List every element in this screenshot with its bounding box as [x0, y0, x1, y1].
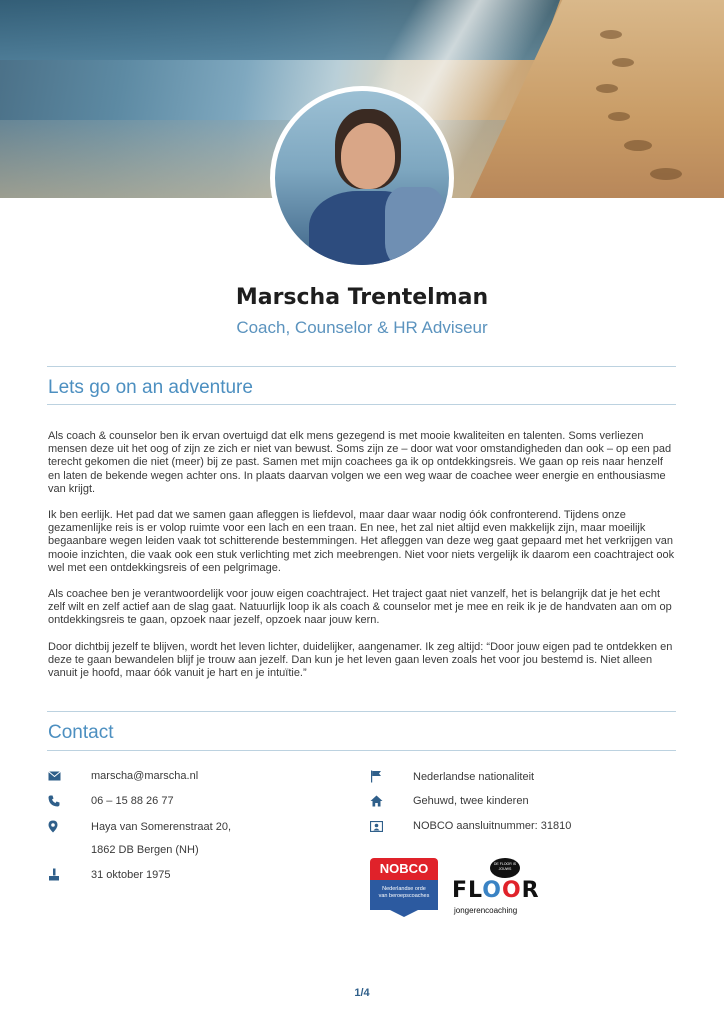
- phone-text: 06 – 15 88 26 77: [91, 795, 174, 807]
- email-text: marscha@marscha.nl: [91, 770, 199, 782]
- nobco-number-text: NOBCO aansluitnummer: 31810: [413, 820, 572, 832]
- paragraph: Als coach & counselor ben ik ervan overtuigd dat elk mens gezegend is met mooie kwaliteiten en talenten. Soms verliezen mensen deze uit het oog of zijn ze zich er niet van bewust. Soms zijn ze – door wat voor omstandigheden dan ook – op een pad terecht gekomen die niet (meer) bij ze past. Samen met mijn coachees ga ik op ontdekkingsreis. We gaan op reis naar henzelf en laten de bekende wegen achter ons. In plaats daarvan volgen we een weg waar de coachee weer energie en enthousiasme van krijgt.: [48, 430, 672, 495]
- contact-email: [48, 770, 198, 782]
- profile-photo: [270, 86, 454, 270]
- person-subtitle: Coach, Counselor & HR Adviseur: [236, 318, 488, 337]
- paragraph: Door dichtbij jezelf te blijven, wordt het leven lichter, duidelijker, aangenamer. Ik zeg altijd: “Door jouw eigen pad te ontdekken en deze te gaan bewandelen blijf je trouw aan jezelf. Dan kun je het leven gaan leven zoals het voor jou bestemd is. Niet alleen vanuit je hoofd, maar óók vanuit je hart en je intuïtie.”: [48, 640, 673, 680]
- family-text: Gehuwd, twee kinderen: [413, 795, 529, 807]
- floor-logo: DE FLOOR IS JOUWS FLOOR jongerencoaching: [452, 858, 562, 918]
- section-title-intro: Lets go on an adventure: [48, 377, 253, 398]
- nobco-logo: NOBCO Nederlandse orde van beroepscoaches: [370, 858, 438, 918]
- contact-address-city: [48, 844, 199, 856]
- phone-icon: [48, 795, 64, 807]
- id-card-icon: [370, 821, 386, 832]
- page-number: 1/4: [354, 987, 370, 999]
- birthdate-text: 31 oktober 1975: [91, 868, 171, 881]
- person-name: Marscha Trentelman: [235, 285, 489, 310]
- divider: [47, 366, 676, 367]
- divider: [47, 404, 676, 405]
- flag-icon: [370, 770, 386, 783]
- section-title-contact: Contact: [48, 722, 114, 743]
- home-icon: [370, 795, 386, 807]
- paragraph: Als coachee ben je verantwoordelijk voor jouw eigen coachtraject. Het traject gaat niet vanzelf, het is belangrijk dat je het echt zelf wilt en zelf actief aan de slag gaat. Natuurlijk loop ik als coach & counselor met je mee en reik ik je de handvaten aan om op ontdekkingsreis te gaan, opzoek naar jezelf, opzoek naar jouw kern.: [48, 588, 672, 627]
- address-city-text: 1862 DB Bergen (NH): [91, 844, 199, 856]
- contact-address-street: [48, 820, 231, 833]
- paragraph: Ik ben eerlijk. Het pad dat we samen gaan afleggen is liefdevol, maar daar waar nodig óók confronterend. Tijdens onze gezamenlijke reis is er volop ruimte voor een lach en een traan. En nee, het zal niet altijd even makkelijk zijn, maar moeilijk begaanbare wegen leiden vaak tot schitterende bestemmingen. Het afleggen van deze weg gaat gepaard met het verkrijgen van mooie inzichten, die vaak ook een stuk verlichting met zich meebrengen. Niet voor niets vergelijk ik daarom een coachtraject ook wel met een ontdekkingsreis of een pelgrimage.: [48, 509, 675, 574]
- brush-icon: [48, 868, 64, 881]
- divider: [47, 750, 676, 751]
- divider: [47, 711, 676, 712]
- nationality-text: Nederlandse nationaliteit: [413, 770, 535, 783]
- intro-text: [48, 430, 678, 693]
- contact-birthdate: [48, 868, 171, 881]
- location-pin-icon: [48, 820, 64, 833]
- contact-nationality: [370, 770, 534, 783]
- envelope-icon: [48, 771, 64, 781]
- contact-phone: [48, 795, 174, 807]
- contact-family: [370, 795, 529, 807]
- address-street-text: Haya van Somerenstraat 20,: [91, 820, 232, 833]
- contact-nobco-number: [370, 820, 571, 832]
